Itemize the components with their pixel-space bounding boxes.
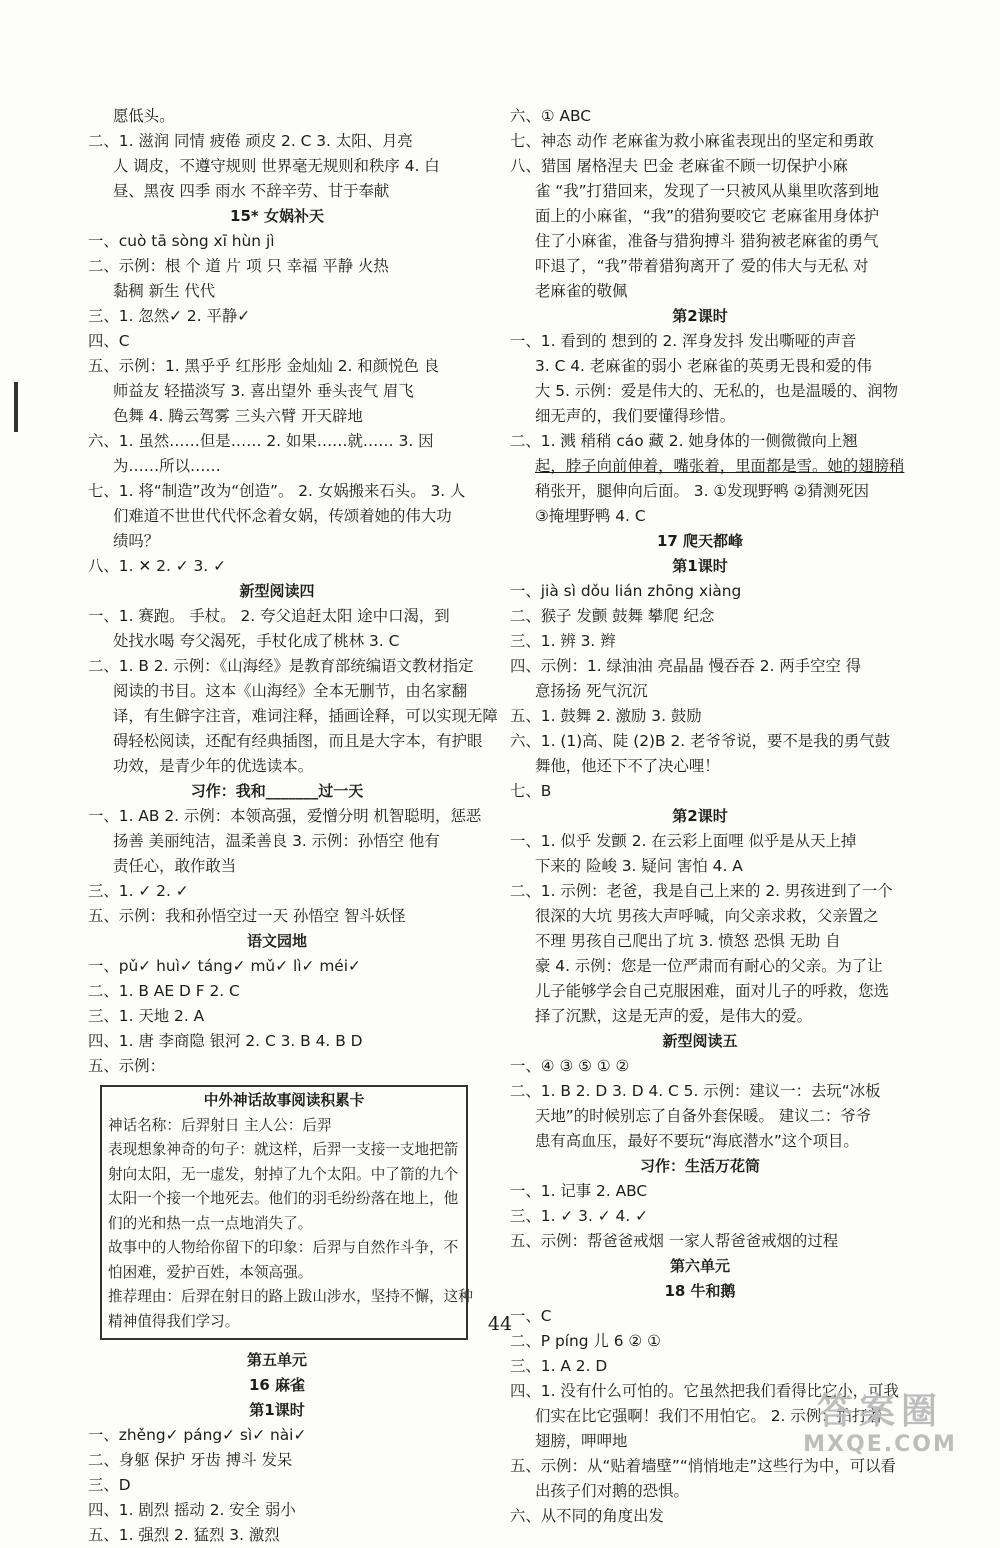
answer-line: 二、1. B 2. 示例：《山海经》是教育部统编语文教材指定 xyxy=(88,657,474,675)
card-line: 表现想象神奇的句子：就这样，后羿一支接一支地把箭 xyxy=(108,1141,459,1158)
section-heading: 第2课时 xyxy=(672,307,728,325)
answer-line: 天地”的时候别忘了自备外套保暖。 建议二：爷爷 xyxy=(535,1107,872,1125)
answer-line: 五、1. 强烈 2. 猛烈 3. 激烈 xyxy=(88,1526,280,1544)
answer-line: 为……所以…… xyxy=(113,457,221,475)
answer-line: 一、1. 赛跑。 手杖。 2. 夸父追赶太阳 途中口渴，到 xyxy=(88,607,450,625)
answer-line: 四、示例：1. 绿油油 亮晶晶 慢吞吞 2. 两手空空 得 xyxy=(510,657,862,675)
answer-line: 七、B xyxy=(510,782,552,800)
margin-mark xyxy=(14,382,18,432)
answer-line: 译，有生僻字注音，难词注释，插画诠释，可以实现无障 xyxy=(113,707,498,725)
section-heading: 第1课时 xyxy=(672,557,728,575)
answer-line: 愿低头。 xyxy=(113,107,175,125)
answer-line: 五、1. 鼓舞 2. 激励 3. 鼓励 xyxy=(510,707,702,725)
answer-line: 师益友 轻描淡写 3. 喜出望外 垂头丧气 眉飞 xyxy=(113,382,414,400)
answer-line: 一、C xyxy=(510,1307,552,1325)
answer-line: 五、示例：我和孙悟空过一天 孙悟空 智斗妖怪 xyxy=(88,907,406,925)
answer-line: 八、猎国 屠格涅夫 巴金 老麻雀不顾一切保护小麻 xyxy=(510,157,848,175)
card-line: 射向太阳，无一虚发，射掉了九个太阳。中了箭的九个 xyxy=(108,1165,459,1183)
answer-line: 二、1. B 2. D 3. D 4. C 5. 示例：建议一：去玩“冰板 xyxy=(510,1082,881,1100)
answer-line: 六、① ABC xyxy=(510,107,592,125)
answer-line: 面上的小麻雀，“我”的猎狗要咬它 老麻雀用身体护 xyxy=(535,207,880,225)
answer-line: 出孩子们对鹅的恐惧。 xyxy=(535,1482,689,1500)
section-heading: 习作：我和_______过一天 xyxy=(190,782,364,800)
card-title: 中外神话故事阅读积累卡 xyxy=(203,1092,365,1109)
answer-line: 碍轻松阅读，还配有经典插图，而且是大字本，有护眼 xyxy=(113,732,483,750)
section-heading: 第1课时 xyxy=(249,1401,305,1419)
answer-line: 处找水喝 夸父渴死，手杖化成了桃林 3. C xyxy=(113,632,400,650)
card-line: 怕困难，爱护百姓，本领高强。 xyxy=(108,1263,313,1281)
answer-line: 黏稠 新生 代代 xyxy=(113,282,216,300)
answer-line: ③掩埋野鸭 4. C xyxy=(535,507,646,525)
answer-line: 四、1. 剧烈 摇动 2. 安全 弱小 xyxy=(88,1501,296,1519)
answer-line: 住了小麻雀，准备与猎狗搏斗 猎狗被老麻雀的勇气 xyxy=(535,232,879,250)
answer-line: 一、1. 记事 2. ABC xyxy=(510,1182,648,1200)
answer-line: 昼、黑夜 四季 雨水 不辞辛劳、甘于奉献 xyxy=(113,182,390,200)
answer-line: 六、1. (1)高、陡 (2)B 2. 老爷爷说，要不是我的勇气鼓 xyxy=(510,732,891,750)
answer-line: 豪 4. 示例：您是一位严肃而有耐心的父亲。为了让 xyxy=(535,957,883,975)
answer-line: 二、猴子 发颤 鼓舞 攀爬 纪念 xyxy=(510,607,715,625)
section-heading: 第2课时 xyxy=(672,807,728,825)
watermark-text: 答案圈 xyxy=(816,1391,943,1432)
answer-line: 二、1. 溅 稍稍 cáo 藏 2. 她身体的一侧微微向上翘 xyxy=(510,432,858,450)
card-line: 们的光和热一点一点地消失了。 xyxy=(108,1214,313,1232)
card-line: 精神值得我们学习。 xyxy=(108,1312,240,1330)
answer-line: 五、示例：从“贴着墙壁”“悄悄地走”这些行为中，可以看 xyxy=(510,1457,896,1475)
answer-line: 二、1. 滋润 同情 疲倦 顽皮 2. C 3. 太阳、月亮 xyxy=(88,132,413,150)
card-line: 推荐理由：后羿在射日的路上跋山涉水，坚持不懈，这种 xyxy=(108,1288,473,1305)
answer-line: 四、1. 没有什么可怕的。它虽然把我们看得比它小，可我 xyxy=(510,1382,899,1400)
answer-line: 一、④ ③ ⑤ ① ② xyxy=(510,1057,630,1075)
answer-line: 五、示例：帮爸爸戒烟 一家人帮爸爸戒烟的过程 xyxy=(510,1232,839,1250)
answer-line: 下来的 险峻 3. 疑问 害怕 4. A xyxy=(535,857,743,875)
answer-line: 一、1. 似乎 发颤 2. 在云彩上面哩 似乎是从天上掉 xyxy=(510,832,857,850)
answer-line: 三、1. 天地 2. A xyxy=(88,1007,205,1025)
answer-line: 舞他，他还下不了决心哩！ xyxy=(535,757,720,775)
answer-line: 扬善 美丽纯洁，温柔善良 3. 示例：孙悟空 他有 xyxy=(113,832,440,850)
answer-line: 二、1. 示例：老爸，我是自己上来的 2. 男孩进到了一个 xyxy=(510,882,893,900)
answer-line: 责任心，敢作敢当 xyxy=(113,857,237,875)
section-heading: 18 牛和鹅 xyxy=(664,1282,736,1300)
answer-line: 细无声的，我们要懂得珍惜。 xyxy=(535,407,736,425)
card-line: 太阳一个接一个地死去。他们的羽毛纷纷落在地上，他 xyxy=(108,1190,459,1207)
answer-line: 四、1. 唐 李商隐 银河 2. C 3. B 4. B D xyxy=(88,1032,363,1050)
answer-line: 一、jià sì dǒu lián zhōng xiàng xyxy=(510,582,742,600)
answer-line: 三、1. ✓ 2. ✓ xyxy=(88,882,189,900)
answer-line: 二、身躯 保护 牙齿 搏斗 发呆 xyxy=(88,1451,293,1469)
answer-line: 二、1. B AE D F 2. C xyxy=(88,982,240,1000)
answer-line: 不理 男孩自己爬出了坑 3. 愤怒 恐惧 无助 自 xyxy=(535,932,841,950)
answer-line: 三、1. 忽然✓ 2. 平静✓ xyxy=(88,307,251,325)
answer-line: 择了沉默，这是无声的爱，是伟大的爱。 xyxy=(535,1007,813,1025)
answer-line: 一、cuò tā sòng xī hùn jì xyxy=(88,232,275,250)
answer-line: 很深的大坑 男孩大声呼喊，向父亲求救，父亲置之 xyxy=(535,907,879,925)
section-heading: 15* 女娲补天 xyxy=(230,207,324,225)
answer-line: 们难道不世世代代怀念着女娲，传颂着她的伟大功 xyxy=(113,507,452,525)
answer-line: 吓退了，“我”带着猎狗离开了 爱的伟大与无私 对 xyxy=(535,257,869,275)
answer-line: 八、1. ✕ 2. ✓ 3. ✓ xyxy=(88,557,226,575)
section-heading: 语文园地 xyxy=(246,932,307,950)
answer-line: 一、zhěng✓ páng✓ sì✓ nài✓ xyxy=(88,1426,307,1444)
answer-line: 们实在比它强啊！我们不用怕它。 2. 示例：拍打着 xyxy=(535,1407,883,1425)
answer-line: 五、示例：1. 黑乎乎 红彤彤 金灿灿 2. 和颜悦色 良 xyxy=(88,357,440,375)
card-line: 神话名称：后羿射日 主人公：后羿 xyxy=(108,1116,332,1134)
answer-line: 意扬扬 死气沉沉 xyxy=(535,682,648,700)
section-heading: 17 爬天都峰 xyxy=(656,532,744,550)
section-heading: 第六单元 xyxy=(669,1257,730,1275)
answer-line: 起，脖子向前伸着，嘴张着，里面都是雪。她的翅膀稍 xyxy=(535,457,905,475)
answer-line: 患有高血压，最好不要玩“海底潜水”这个项目。 xyxy=(535,1132,859,1150)
answer-line: 色舞 4. 腾云驾雾 三头六臂 开天辟地 xyxy=(113,407,363,425)
answer-line: 雀 “我”打猎回来，发现了一只被风从巢里吹落到地 xyxy=(535,182,880,200)
answer-line: 四、C xyxy=(88,332,130,350)
answer-line: 一、1. 看到的 想到的 2. 浑身发抖 发出嘶哑的声音 xyxy=(510,332,857,350)
answer-line: 二、P píng 儿 6 ② ① xyxy=(510,1332,661,1350)
section-heading: 新型阅读五 xyxy=(662,1032,738,1050)
answer-line: 三、1. ✓ 3. ✓ 4. ✓ xyxy=(510,1207,648,1225)
card-line: 故事中的人物给你留下的印象：后羿与自然作斗争，不 xyxy=(108,1239,459,1256)
answer-line: 六、1. 虽然……但是…… 2. 如果……就…… 3. 因 xyxy=(88,432,434,450)
answer-line: 六、从不同的角度出发 xyxy=(510,1507,664,1525)
myth-reading-card xyxy=(100,1085,473,1340)
answer-line: 翅膀，呷呷地 xyxy=(535,1432,628,1450)
page-number: 44 xyxy=(487,1313,513,1335)
answer-line: 3. C 4. 老麻雀的弱小 老麻雀的英勇无畏和爱的伟 xyxy=(535,357,872,375)
answer-line: 大 5. 示例：爱是伟大的、无私的，也是温暖的、润物 xyxy=(535,382,899,400)
section-heading: 第五单元 xyxy=(246,1351,307,1369)
answer-line: 功效，是青少年的优选读本。 xyxy=(113,757,314,775)
answer-line: 稍张开，腿伸向后面。 3. ①发现野鸭 ②猜测死因 xyxy=(535,482,869,500)
answer-line: 一、pǔ✓ huì✓ táng✓ mǔ✓ lì✓ méi✓ xyxy=(88,957,361,975)
answer-line: 三、1. A 2. D xyxy=(510,1357,608,1375)
section-heading: 16 麻雀 xyxy=(248,1376,306,1394)
answer-line: 五、示例： xyxy=(88,1057,165,1075)
watermark-url: MXQE.COM xyxy=(803,1432,957,1457)
answer-line: 人 调皮，不遵守规则 世界毫无规则和秩序 4. 白 xyxy=(113,157,440,175)
answer-line: 二、示例：根 个 道 片 项 只 幸福 平静 火热 xyxy=(88,257,389,275)
answer-line: 三、D xyxy=(88,1476,131,1494)
answer-line: 三、1. 辨 3. 辫 xyxy=(510,632,616,650)
answer-line: 儿子能够学会自己克服困难，面对儿子的呼救，您选 xyxy=(535,982,889,1000)
answer-line: 阅读的书目。这本《山海经》全本无删节，由名家翻 xyxy=(113,682,467,700)
section-heading: 习作：生活万花筒 xyxy=(639,1157,760,1175)
answer-line: 七、神态 动作 老麻雀为救小麻雀表现出的坚定和勇敢 xyxy=(510,132,874,150)
answer-line: 一、1. AB 2. 示例：本领高强，爱憎分明 机智聪明，惩恶 xyxy=(88,807,482,825)
answer-line: 七、1. 将“制造”改为“创造”。 2. 女娲搬来石头。 3. 人 xyxy=(88,482,466,500)
section-heading: 新型阅读四 xyxy=(239,582,315,600)
answer-line: 绩吗？ xyxy=(113,532,160,550)
answer-line: 老麻雀的敬佩 xyxy=(535,282,628,300)
watermark-logo xyxy=(790,1392,970,1457)
